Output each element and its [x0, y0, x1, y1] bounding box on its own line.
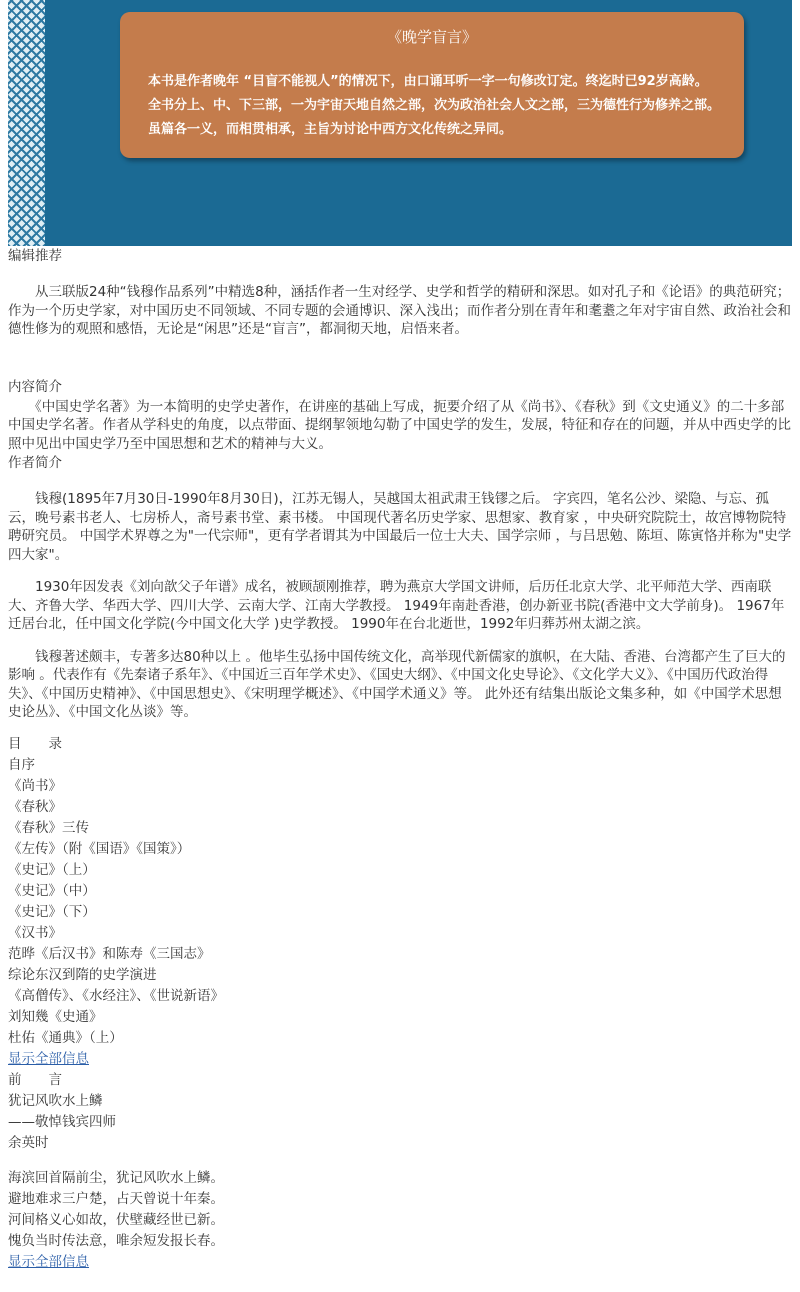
- toc-show-all-link[interactable]: 显示全部信息: [8, 1050, 89, 1067]
- toc-item: 综论东汉到隋的史学演进: [8, 966, 157, 983]
- author-paragraph: 钱穆(1895年7月30日-1990年8月30日)，江苏无锡人，吴越国太祖武肃王钱镠之后。 字宾四，笔名公沙、梁隐、与忘、孤云，晚号素书老人、七房桥人，斋号素书堂、素书楼。 中国现代著名历史学家、思想家、教育家 ，中央研究院院士，故宫博物院特聘研究员。 中国学术界尊之为"一代宗师"，更有学者谓其为中国最后一位士大夫、国学宗师 ，与吕思勉、陈垣、陈寅恪并称为"史学四大家"。: [8, 491, 792, 563]
- toc-item: 《春秋》三传: [8, 819, 89, 836]
- toc-item: 《汉书》: [8, 924, 62, 941]
- preface-show-all-link[interactable]: 显示全部信息: [8, 1253, 89, 1270]
- preface-author: 余英时: [8, 1134, 49, 1151]
- summary-text: 《中国史学名著》为一本简明的史学史著作，在讲座的基础上写成，扼要介绍了从《尚书》、《春秋》到《文史通义》的二十多部中国史学名著。作者从学科史的角度，以点带面、提纲挈领地勾勒了中国史学的发生，发展，特征和存在的问题，并从中西史学的比照中见出中国史学乃至中国思想和艺术的精神与大义。: [8, 398, 791, 452]
- decorative-pattern: [8, 0, 45, 246]
- book-banner: [8, 0, 792, 246]
- poem-line: 避地难求三户楚，占天曾说十年秦。: [8, 1190, 224, 1207]
- toc-item: 《春秋》: [8, 798, 62, 815]
- poem-line: 愧负当时传法意，唯余短发报长春。: [8, 1232, 224, 1249]
- preface-title: 犹记风吹水上鳞: [8, 1092, 103, 1109]
- banner-card: [120, 12, 744, 158]
- author-paragraph: 钱穆著述颇丰，专著多达80种以上 。他毕生弘扬中国传统文化，高举现代新儒家的旗帜，在大陆、香港、台湾都产生了巨大的影响 。代表作有《先秦诸子系年》、《中国近三百年学术史》、《国史大纲》、《中国文化史导论》、《文化学大义》、《中国历代政治得失》、《中国历史精神》、《中国思想史》、《宋明理学概述》、《中国学术通义》等。 此外还有结集出版论文集多种，如《中国学术思想史论丛》、《中国文化丛谈》等。: [8, 648, 786, 720]
- toc-list: [8, 755, 792, 1049]
- toc-heading: 目 录: [8, 735, 62, 752]
- banner-title: 《晚学盲言》: [386, 28, 477, 46]
- summary-heading: 内容简介: [8, 378, 62, 395]
- toc-item: 《高僧传》、《水经注》、《世说新语》: [8, 987, 224, 1004]
- editor-rec-heading: 编辑推荐: [8, 248, 62, 264]
- toc-item: 杜佑《通典》（上）: [8, 1029, 123, 1046]
- banner-description: 本书是作者晚年 “目盲不能视人”的情况下，由口诵耳听一字一句修改订定。终迄时已92岁高龄。全书分上、中、下三部，一为宇宙天地自然之部，次为政治社会人文之部，三为德性行为修养之部。虽篇各一义，而相贯相承，主旨为讨论中西方文化传统之异同。: [148, 74, 721, 137]
- editor-rec-text: 从三联版24种“钱穆作品系列”中精选8种，涵括作者一生对经学、史学和哲学的精研和深思。如对孔子和《论语》的典范研究；作为一个历史学家，对中国历史不同领域、不同专题的会通博识、深入浅出；而作者分别在青年和耄耋之年对宇宙自然、政治社会和德性修为的观照和感悟，无论是“闲思”还是“盲言”，都洞彻天地，启悟来者。: [8, 284, 791, 337]
- preface-heading: 前 言: [8, 1071, 62, 1088]
- preface-subtitle: ——敬悼钱宾四师: [8, 1113, 116, 1130]
- toc-item: 自序: [8, 756, 35, 773]
- toc-item: 刘知幾《史通》: [8, 1008, 103, 1025]
- poem-line: 河间格义心如故，伏壁藏经世已新。: [8, 1211, 224, 1228]
- toc-item: 《史记》（中）: [8, 882, 96, 899]
- toc-item: 《史记》（上）: [8, 861, 96, 878]
- author-heading: 作者简介: [8, 455, 62, 471]
- toc-item: 《史记》（下）: [8, 903, 96, 920]
- poem-line: 海滨回首隔前尘，犹记风吹水上鳞。: [8, 1169, 224, 1186]
- toc-item: 《尚书》: [8, 777, 62, 794]
- toc-item: 范晔《后汉书》和陈寿《三国志》: [8, 945, 211, 962]
- book-details: [8, 246, 792, 1273]
- toc-item: 《左传》（附《国语》《国策》）: [8, 840, 191, 857]
- author-paragraph: 1930年因发表《刘向歆父子年谱》成名，被顾颉刚推荐，聘为燕京大学国文讲师，后历任北京大学、北平师范大学、西南联大、齐鲁大学、华西大学、四川大学、云南大学、江南大学教授。 1949年南赴香港，创办新亚书院(香港中文大学前身)。 1967年迁居台北，任中国文化学院(今中国文化大学 )史学教授。 1990年在台北逝世，1992年归葬苏州太湖之滨。: [8, 579, 785, 632]
- preface-poem: [8, 1168, 792, 1252]
